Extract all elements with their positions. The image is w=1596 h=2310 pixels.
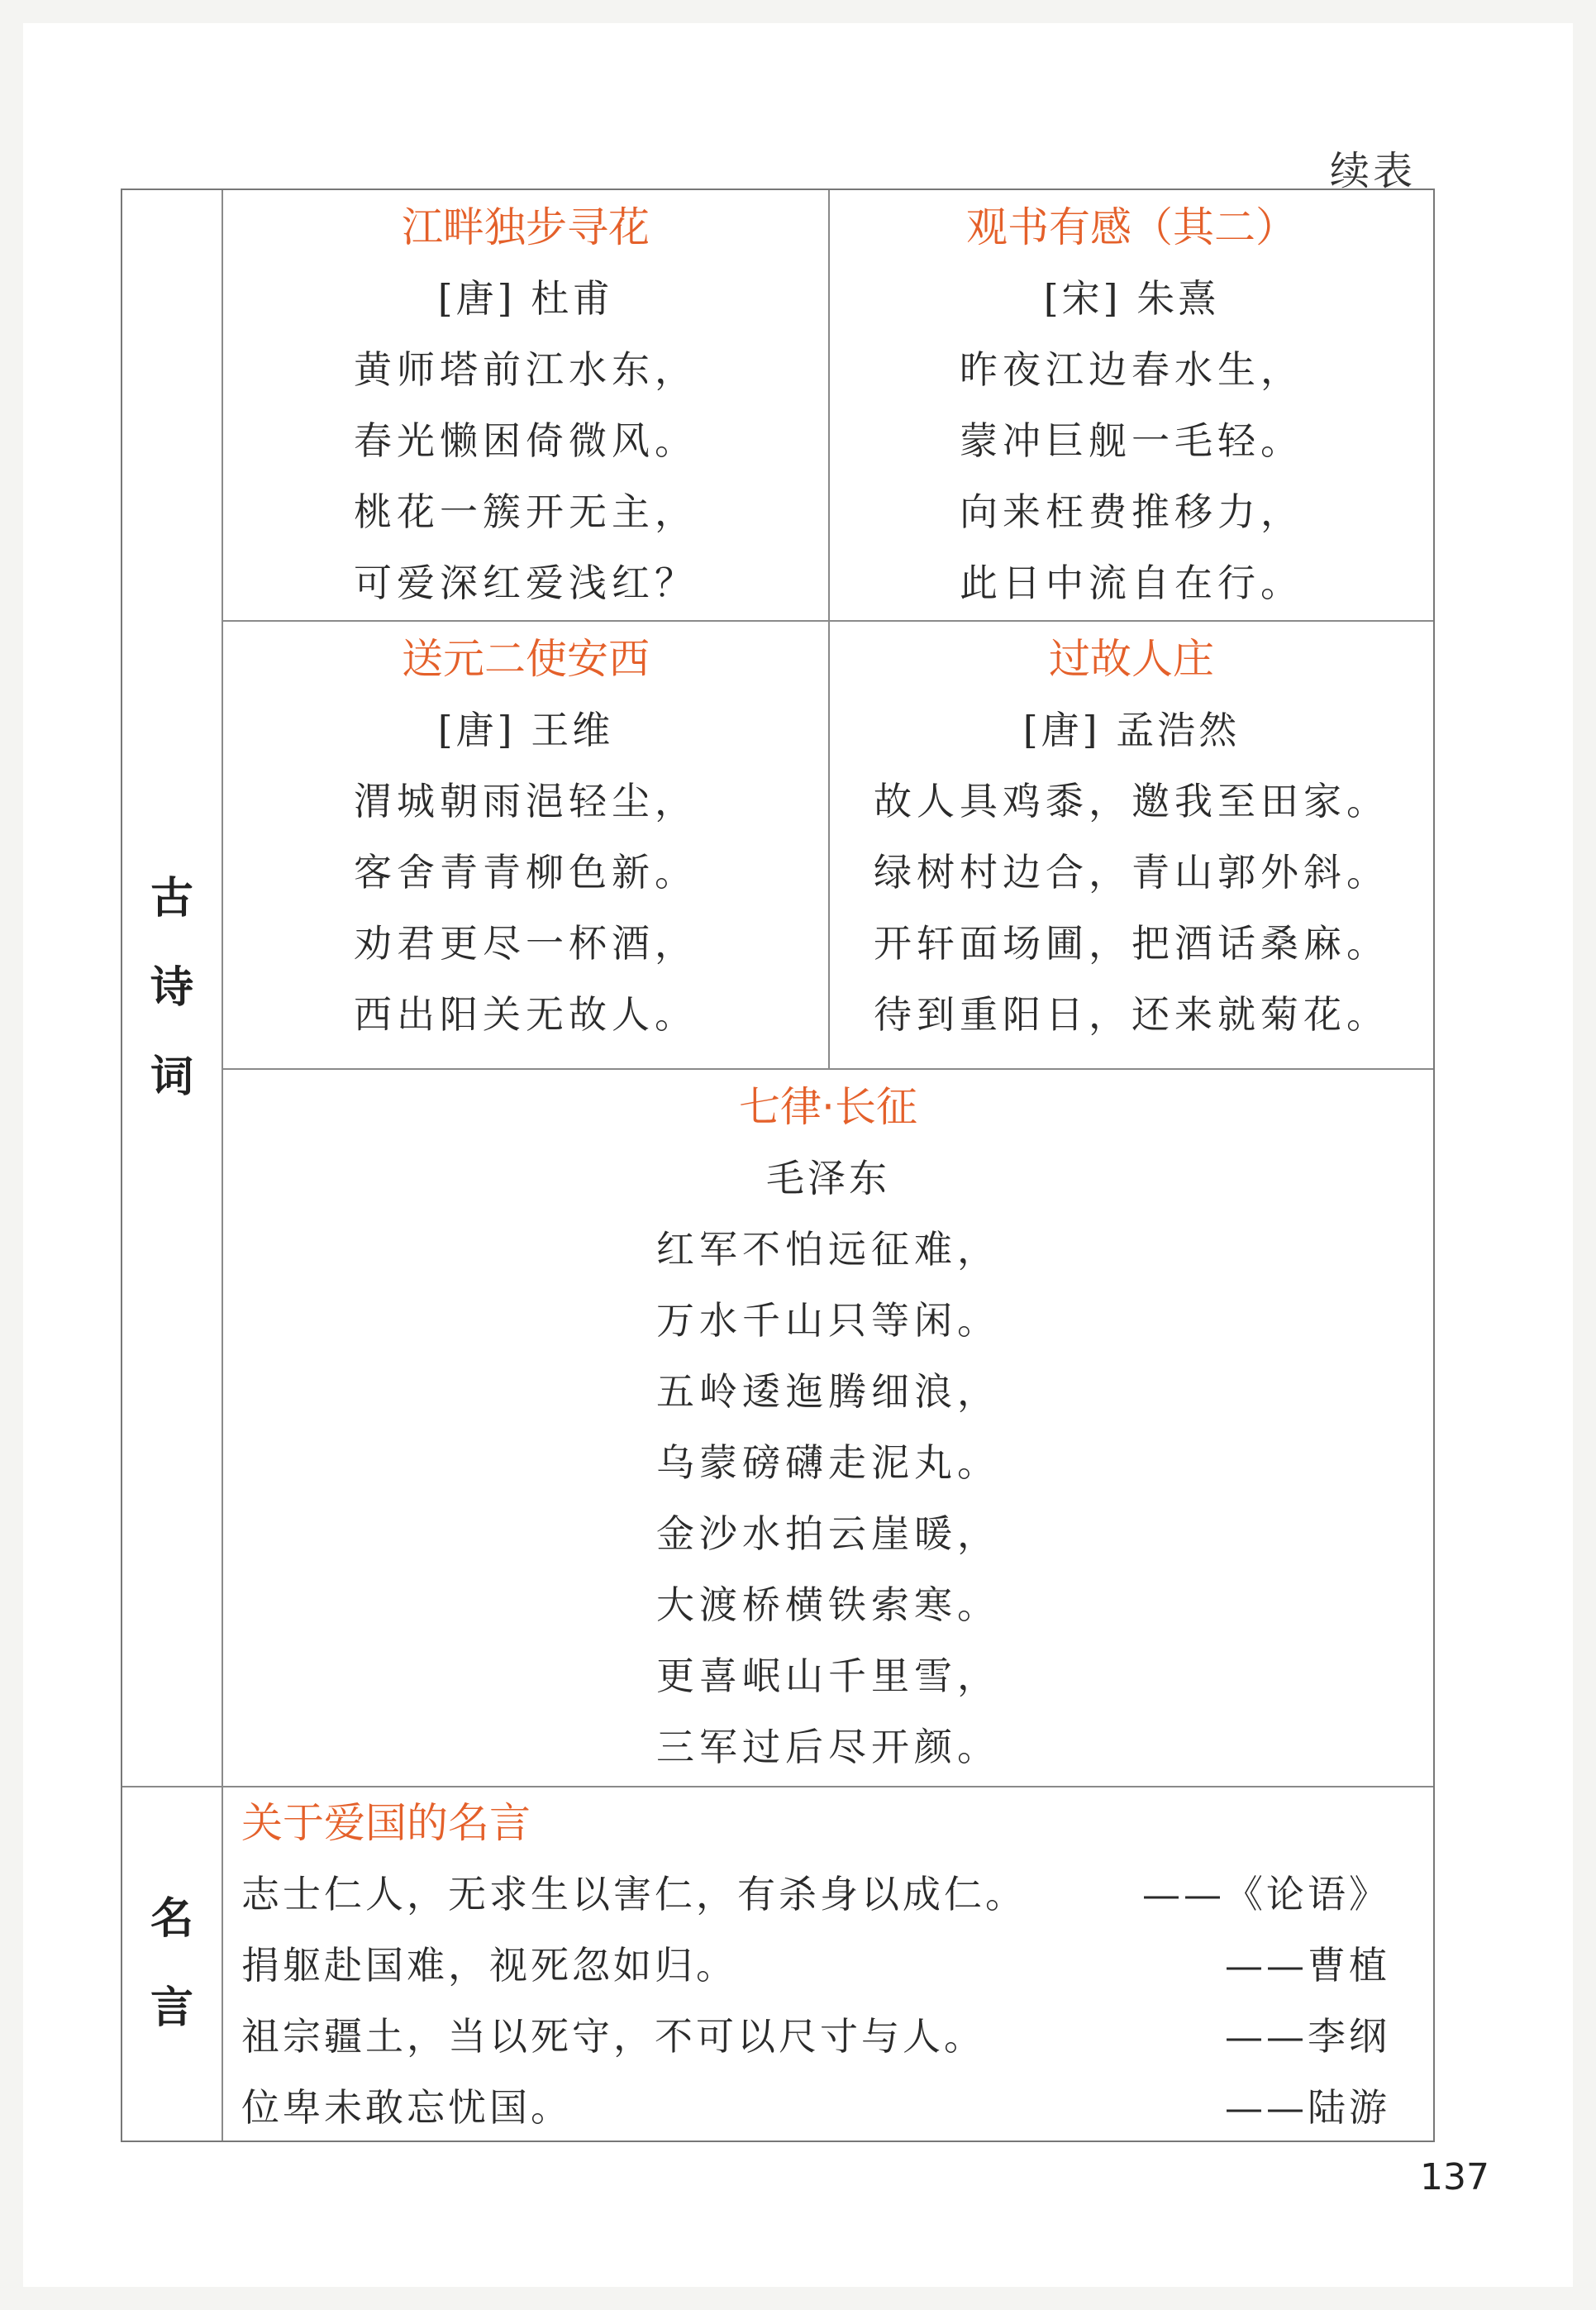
page [23, 23, 1573, 2287]
quote-row [223, 1930, 1410, 2001]
quotes-section [223, 1787, 1410, 2143]
poem-line: 西出阳关无故人。 [354, 992, 698, 1037]
poem-line: 乌蒙磅礴走泥丸。 [656, 1440, 1000, 1485]
poem-line: 向来枉费推移力， [960, 489, 1303, 534]
poem-line: 开轩面场圃，把酒话桑麻。 [874, 921, 1389, 966]
poem-line: 客舍青青柳色新。 [354, 850, 698, 895]
quote-source: ——陆游 [1225, 2085, 1390, 2130]
poem-line: 绿树村边合，青山郭外斜。 [874, 850, 1389, 895]
poem-title: 过故人庄 [1049, 635, 1214, 683]
poem-author: [唐] 孟浩然 [1022, 708, 1241, 752]
category-char: 词 [150, 1052, 193, 1102]
quote-row [223, 2001, 1410, 2072]
poem-line: 渭城朝雨浥轻尘， [354, 779, 698, 823]
quote-text: 捐躯赴国难，视死忽如归。 [241, 1943, 737, 1988]
poem-line: 黄师塔前江水东， [354, 347, 698, 392]
poetry-table [121, 189, 1435, 2142]
poem-line: 红军不怕远征难， [656, 1227, 1000, 1272]
quote-text: 祖宗疆土，当以死守，不可以尺寸与人。 [241, 2014, 985, 2059]
poem-line: 故人具鸡黍，邀我至田家。 [874, 779, 1389, 823]
quote-source: ——李纲 [1225, 2014, 1390, 2059]
category-char: 名 [150, 1893, 193, 1944]
poem-line: 蒙冲巨舰一毛轻。 [960, 418, 1303, 463]
quote-source: ——《论语》 [1142, 1872, 1390, 1916]
poem-cell [830, 190, 1433, 618]
poem-author: 毛泽东 [766, 1156, 890, 1200]
poem-author: [唐] 杜甫 [437, 276, 614, 321]
page-number: 137 [1420, 2156, 1489, 2198]
quote-row [223, 1859, 1410, 1930]
category-quotes [122, 1786, 222, 2141]
poem-cell [223, 622, 828, 1050]
poem-cell [223, 190, 828, 618]
category-char: 言 [150, 1983, 193, 2033]
category-ancient-poetry [122, 190, 222, 1786]
poem-cell [223, 1070, 1433, 1783]
poem-line: 大渡桥横铁索寒。 [656, 1582, 1000, 1627]
poem-title: 观书有感（其二） [966, 203, 1297, 251]
poem-line: 金沙水拍云崖暖， [656, 1511, 1000, 1556]
quote-text: 志士仁人，无求生以害仁，有杀身以成仁。 [241, 1872, 1027, 1916]
quote-row [223, 2072, 1410, 2143]
poem-title: 七律·长征 [739, 1083, 917, 1131]
poem-title: 送元二使安西 [402, 635, 650, 683]
poem-author: [唐] 王维 [437, 708, 614, 752]
poem-line: 春光懒困倚微风。 [354, 418, 698, 463]
poem-line: 昨夜江边春水生， [960, 347, 1303, 392]
poem-line: 三军过后尽开颜。 [656, 1725, 1000, 1769]
category-char: 诗 [150, 963, 193, 1013]
poem-cell [830, 622, 1433, 1050]
poem-line: 待到重阳日，还来就菊花。 [874, 992, 1389, 1037]
poem-line: 万水千山只等闲。 [656, 1298, 1000, 1343]
poem-line: 此日中流自在行。 [960, 561, 1303, 605]
quotes-heading: 关于爱国的名言 [241, 1799, 531, 1847]
category-char: 古 [150, 874, 193, 924]
poem-line: 五岭逶迤腾细浪， [656, 1369, 1000, 1414]
quote-source: ——曹植 [1225, 1943, 1390, 1988]
poem-title: 江畔独步寻花 [402, 203, 650, 251]
poem-line: 更喜岷山千里雪， [656, 1654, 1000, 1698]
poem-line: 劝君更尽一杯酒， [354, 921, 698, 966]
poem-author: [宋] 朱熹 [1043, 276, 1220, 321]
continued-label: 续表 [1329, 148, 1416, 194]
poem-line: 桃花一簇开无主， [354, 489, 698, 534]
poem-line: 可爱深红爱浅红？ [354, 561, 698, 605]
quote-text: 位卑未敢忘忧国。 [241, 2085, 572, 2130]
